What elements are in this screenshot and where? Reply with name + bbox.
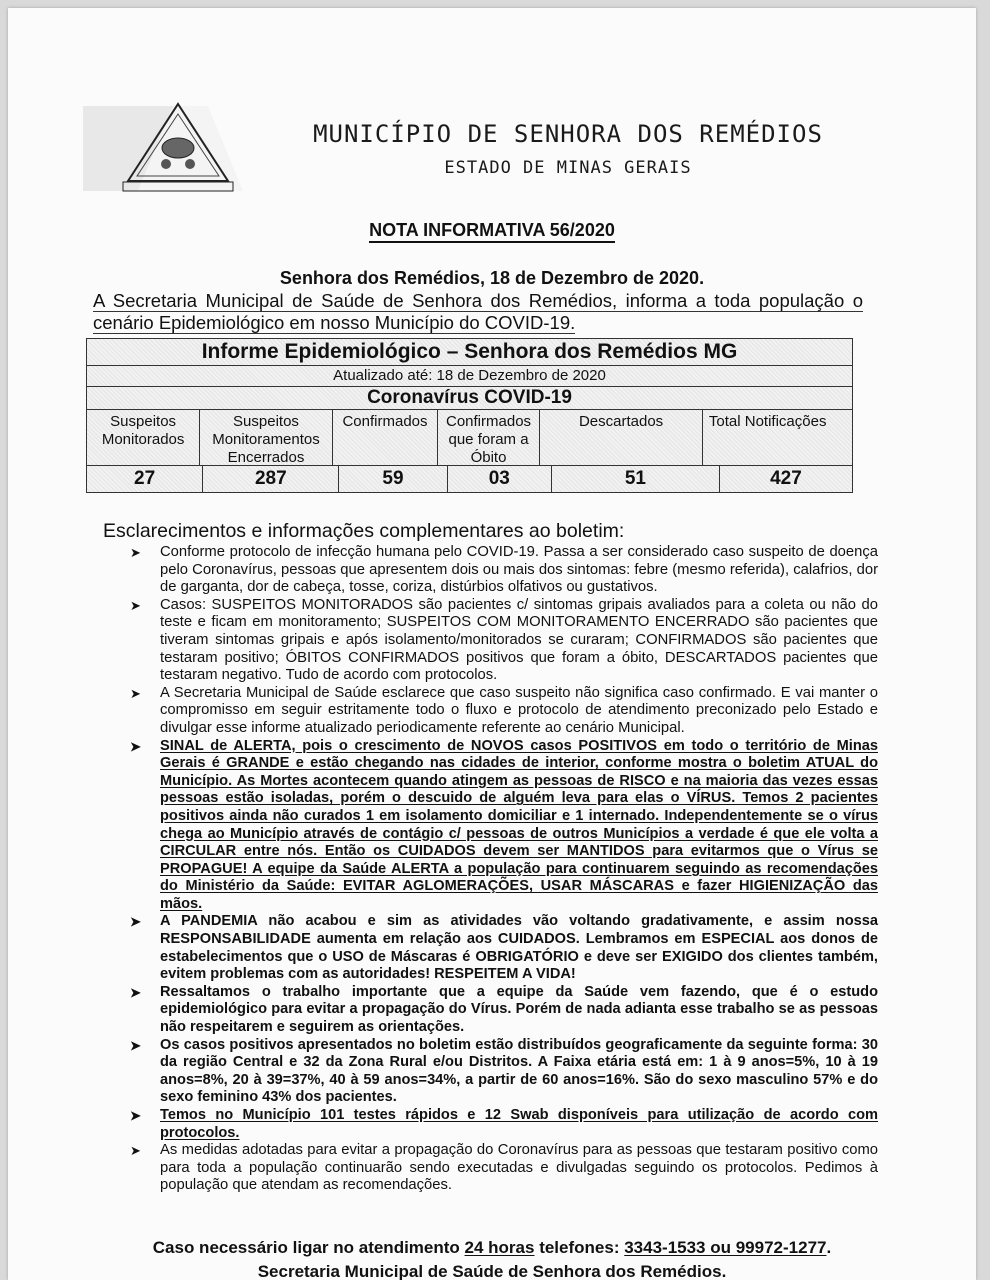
table-title: Informe Epidemiológico – Senhora dos Remédios MG [87,339,852,366]
table-values-row [87,466,852,492]
clarifications-list [126,544,878,1195]
document-page [8,8,976,1280]
header-suspeitos-encerrados: Suspeitos Monitoramentos Encerrados [200,410,333,465]
nota-heading: NOTA INFORMATIVA 56/2020 [8,220,976,241]
municipality-title: MUNICÍPIO DE SENHORA DOS REMÉDIOS [313,120,823,148]
list-item: ➤ Temos no Município 101 testes rápidos e 12 Swab disponíveis para utilização de acordo com protocolos. [130,1107,878,1141]
list-item: ➤ Casos: SUSPEITOS MONITORADOS são pacientes c/ sintomas gripais avaliados para a coleta ou não do teste e ficam em monitoramento; SUSPEITOS COM MONITORAMENTO ENCERRADO são pacientes que tiveram sintomas gripais e após isolamento/monitorados se curaram; CONFIRMADOS são pacientes que testaram positivo; ÓBITOS CONFIRMADOS positivos que foram a óbito, DESCARTADOS pacientes que testaram negativo. Tudo de acordo com protocolos. [130,596,878,684]
state-subtitle: ESTADO DE MINAS GERAIS [444,158,692,178]
intro-paragraph: A Secretaria Municipal de Saúde de Senhora dos Remédios, informa a toda população o cenário Epidemiológico em nosso Município do COVID-19. [93,290,863,333]
value-suspeitos-monitorados: 27 [87,466,203,492]
value-obitos: 03 [448,466,552,492]
value-suspeitos-encerrados: 287 [203,466,339,492]
arrow-bullet-icon: ➤ [130,984,141,1000]
list-item: ➤ Conforme protocolo de infecção humana pelo COVID-19. Passa a ser considerado caso suspeito de doença pelo Coronavírus, pessoas que apresentem dois ou mais dos sintomas: febre (mesmo referida), calafrios, dor de garganta, dor de cabeça, tosse, coriza, distúrbios olfativos ou gustativos. [130,544,878,596]
list-item: ➤ A Secretaria Municipal de Saúde esclarece que caso suspeito não significa caso confirmado. E vai manter o compromisso em seguir estritamente todo o fluxo e protocolo de atendimento preconizado pelo Estado e divulgar esse informe atualizado periodicamente referente ao cenário Municipal. [130,684,878,736]
municipal-seal-logo [78,96,248,196]
value-total: 427 [770,468,802,489]
hours-text: 24 horas [464,1238,535,1257]
arrow-bullet-icon: ➤ [130,685,141,701]
table-updated: Atualizado até: 18 de Dezembro de 2020 [87,366,852,387]
contact-line: Caso necessário ligar no atendimento 24 horas telefones: 3343-1533 ou 99972-1277. [152,1238,832,1257]
header-suspeitos-monitorados: Suspeitos Monitorados [87,410,200,465]
phone-numbers: 3343-1533 ou 99972-1277 [624,1238,827,1257]
value-descartados: 51 [552,466,720,492]
arrow-bullet-icon: ➤ [130,1143,141,1159]
list-item: ➤ A PANDEMIA não acabou e sim as atividades vão voltando gradativamente, e assim nossa RESPONSABILIDADE aumenta em relação aos CUIDADOS. Lembramos em ESPECIAL aos donos de estabelecimentos que o USO de Máscaras é OBRIGATÓRIO e deve ser EXIGIDO dos clientes também, evitem problemas com as autoridades! RESPEITEM A VIDA! [130,913,878,983]
epidemiological-table [86,338,853,493]
signature-line: Secretaria Municipal de Saúde de Senhora dos Remédios. [257,1262,727,1280]
table-header-row [87,410,852,466]
header-obitos: Confirmados que foram a Óbito [438,410,540,465]
list-item: ➤ As medidas adotadas para evitar a propagação do Coronavírus para as pessoas que testaram positivo como para toda a população continuarão sendo executadas e divulgadas seguindo os protocolos. Pedimos à população que atendam as recomendações. [130,1142,878,1194]
arrow-bullet-icon: ➤ [130,1037,141,1053]
header-total: Total Notificações [708,413,827,430]
header-descartados: Descartados [540,410,704,465]
clarifications-title: Esclarecimentos e informações complementares ao boletim: [103,520,625,542]
arrow-bullet-icon: ➤ [130,545,141,560]
list-item: ➤ Ressaltamos o trabalho importante que a equipe da Saúde vem fazendo, que é o estudo epidemiológico para evitar a propagação do Vírus. Porém de nada adianta esse trabalho se as pessoas não respeitarem e seguirem as orientações. [130,983,878,1036]
list-item: ➤ Os casos positivos apresentados no boletim estão distribuídos geograficamente da seguinte forma: 30 da região Central e 32 da Zona Rural e/ou Distritos. A Faixa etária está em: 1 à 9 anos=5%, 10 à 19 anos=8%, 20 à 39=37%, 40 à 59 anos=34%, a partir de 60 anos=16%. São do sexo masculino 57% e do sexo feminino 43% dos pacientes. [130,1036,878,1106]
table-subtitle: Coronavírus COVID-19 [87,387,852,410]
arrow-bullet-icon: ➤ [130,738,141,754]
value-confirmados: 59 [339,466,447,492]
arrow-bullet-icon: ➤ [130,597,141,613]
arrow-bullet-icon: ➤ [130,1108,141,1123]
header-confirmados: Confirmados [333,410,438,465]
date-line: Senhora dos Remédios, 18 de Dezembro de 2020. [279,268,705,288]
list-item: ➤ SINAL de ALERTA, pois o crescimento de NOVOS casos POSITIVOS em todo o território de Minas Gerais é GRANDE e estão chegando nas cidades de interior, conforme mostra o boletim ATUAL do Município. As Mortes acontecem quando atingem as pessoas de RISCO e na maioria das vezes essas pessoas estão isoladas, porém o descuido de alguém leva para elas o VÍRUS. Temos 2 pacientes positivos ainda não curados 1 em isolamento domiciliar e 1 internado. Independentemente se o vírus chega ao Município através de contágio c/ pessoas de outros Municípios a verdade é que ele volta a CIRCULAR entre nós. Então os CUIDADOS devem ser MANTIDOS para evitarmos que o Vírus se PROPAGUE! A equipe da Saúde ALERTA a população para continuarem seguindo as recomendações do Ministério da Saúde: EVITAR AGLOMERAÇÕES, USAR MÁSCARAS e fazer HIGIENIZAÇÃO das mãos. [130,737,878,912]
arrow-bullet-icon: ➤ [130,914,141,930]
